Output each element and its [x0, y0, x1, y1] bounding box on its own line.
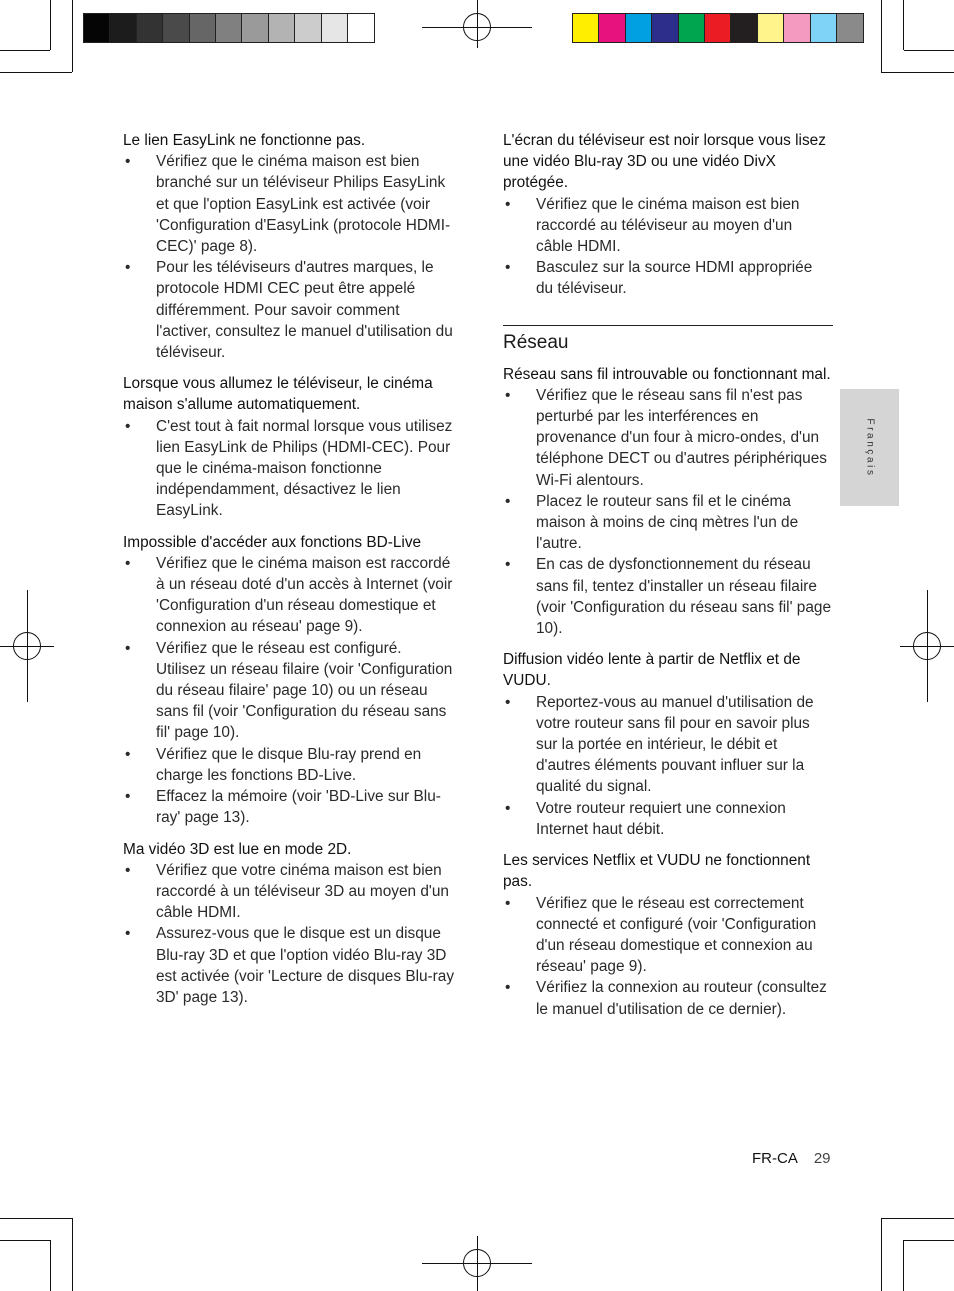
grayscale-calibration-bar: [83, 13, 375, 43]
crop-mark: [72, 1218, 73, 1291]
color-swatch: [110, 14, 136, 42]
solution-item: • Effacez la mémoire (voir 'BD-Live sur Blu-ray' page 13).: [123, 786, 455, 828]
troubleshooting-section: [123, 130, 455, 363]
issue-title: Ma vidéo 3D est lue en mode 2D.: [123, 840, 352, 858]
solution-list: [503, 692, 833, 840]
color-calibration-bar: [572, 13, 864, 43]
solution-item: • En cas de dysfonctionnement du réseau sans fil, tentez d'installer un réseau filaire (voir 'Configuration du réseau sans fil' page 10).: [503, 554, 833, 639]
solution-list: [503, 385, 833, 639]
solution-item: • Pour les téléviseurs d'autres marques, le protocole HDMI CEC peut être appelé différemment. Pour savoir comment l'activer, consultez le manuel d'utilisation du téléviseur.: [123, 257, 455, 363]
page-number: 29: [813, 1150, 831, 1167]
solution-item: • Assurez-vous que le disque est un disque Blu-ray 3D et que l'option vidéo Blu-ray 3D est activée (voir 'Lecture de disques Blu-ray 3D' page 13).: [123, 923, 455, 1008]
crop-mark: [0, 1218, 72, 1219]
solution-item: • Vérifiez la connexion au routeur (consultez le manuel d'utilisation de ce dernier).: [503, 977, 833, 1019]
language-tab-label: Français: [864, 417, 875, 478]
crop-mark: [50, 1240, 51, 1291]
color-swatch: [348, 14, 374, 42]
color-swatch: [679, 14, 705, 42]
crop-mark: [881, 0, 882, 72]
issue-title: Diffusion vidéo lente à partir de Netflix et de VUDU.: [503, 651, 801, 690]
solution-item: • Vérifiez que votre cinéma maison est bien raccordé à un téléviseur 3D au moyen d'un câble HDMI.: [123, 860, 455, 924]
solution-list: [123, 860, 455, 1008]
troubleshooting-section: [123, 532, 455, 829]
color-swatch: [269, 14, 295, 42]
crop-mark: [881, 1218, 882, 1291]
solution-list: [503, 194, 833, 300]
troubleshooting-section: [503, 649, 833, 840]
section-heading-network: Réseau: [503, 331, 569, 353]
color-swatch: [163, 14, 189, 42]
issue-title: Réseau sans fil introuvable ou fonctionnant mal.: [503, 365, 831, 383]
crop-mark: [0, 1240, 50, 1241]
solution-list: [123, 151, 455, 363]
crop-mark: [904, 50, 954, 51]
left-column: [123, 130, 455, 1018]
solution-item: • Vérifiez que le réseau sans fil n'est pas perturbé par les interférences en provenance d'un four à micro-ondes, d'un téléphone DECT ou d'autres périphériques Wi-Fi alentours.: [503, 385, 833, 491]
troubleshooting-section: [503, 130, 833, 300]
issue-title: Lorsque vous allumez le téléviseur, le cinéma maison s'allume automatiquement.: [123, 375, 433, 414]
solution-item: • Vérifiez que le réseau est correctement connecté et configuré (voir 'Configuration d'un réseau domestique et connexion au réseau' page 9).: [503, 893, 833, 978]
color-swatch: [837, 14, 863, 42]
crop-mark: [904, 1240, 954, 1241]
solution-item: • Vérifiez que le cinéma maison est bien raccordé au téléviseur au moyen d'un câble HDMI.: [503, 194, 833, 258]
troubleshooting-section: [123, 839, 455, 1009]
page-footer: [752, 1150, 831, 1167]
crop-mark: [50, 0, 51, 50]
solution-item: • C'est tout à fait normal lorsque vous utilisez lien EasyLink de Philips (HDMI-CEC). Pour que le cinéma-maison fonctionne indépendamment, désactivez le lien EasyLink.: [123, 416, 455, 522]
color-swatch: [573, 14, 599, 42]
solution-list: [503, 893, 833, 1020]
color-swatch: [599, 14, 625, 42]
color-swatch: [137, 14, 163, 42]
solution-item: • Vérifiez que le cinéma maison est bien branché sur un téléviseur Philips EasyLink et que l'option EasyLink est activée (voir 'Configuration d'EasyLink (protocole HDMI-CEC)' page 8).: [123, 151, 455, 257]
crop-mark: [72, 0, 73, 72]
color-swatch: [784, 14, 810, 42]
color-swatch: [731, 14, 757, 42]
color-swatch: [811, 14, 837, 42]
solution-item: • Reportez-vous au manuel d'utilisation de votre routeur sans fil pour en savoir plus sur la portée en intérieur, le débit et d'autres éléments pouvant influer sur la qualité du signal.: [503, 692, 833, 798]
solution-item: • Vérifiez que le réseau est configuré. Utilisez un réseau filaire (voir 'Configuration du réseau filaire' page 10) ou un réseau sans fil (voir 'Configuration du réseau sans fil' page 10).: [123, 638, 455, 744]
issue-title: L'écran du téléviseur est noir lorsque vous lisez une vidéo Blu-ray 3D ou une vidéo DivX protégée.: [503, 132, 826, 192]
color-swatch: [295, 14, 321, 42]
color-swatch: [322, 14, 348, 42]
color-swatch: [242, 14, 268, 42]
solution-list: [123, 416, 455, 522]
crop-mark: [881, 72, 954, 73]
color-swatch: [190, 14, 216, 42]
solution-item: • Votre routeur requiert une connexion Internet haut débit.: [503, 798, 833, 840]
solution-item: • Vérifiez que le disque Blu-ray prend en charge les fonctions BD-Live.: [123, 744, 455, 786]
crop-mark: [903, 1240, 904, 1291]
solution-item: • Basculez sur la source HDMI appropriée du téléviseur.: [503, 257, 833, 299]
footer-language-code: FR-CA: [752, 1150, 798, 1167]
color-swatch: [626, 14, 652, 42]
crop-mark: [881, 1218, 954, 1219]
crop-mark: [0, 72, 72, 73]
solution-list: [123, 553, 455, 829]
troubleshooting-section: [123, 373, 455, 521]
color-swatch: [84, 14, 110, 42]
section-divider: [503, 325, 833, 326]
issue-title: Le lien EasyLink ne fonctionne pas.: [123, 132, 366, 149]
crop-mark: [0, 50, 50, 51]
crop-mark: [903, 0, 904, 50]
issue-title: Impossible d'accéder aux fonctions BD-Live: [123, 533, 422, 551]
solution-item: • Placez le routeur sans fil et le cinéma maison à moins de cinq mètres l'un de l'autre.: [503, 491, 833, 555]
troubleshooting-section: [503, 364, 833, 640]
issue-title: Les services Netflix et VUDU ne fonctionnent pas.: [503, 852, 811, 891]
color-swatch: [216, 14, 242, 42]
color-swatch: [758, 14, 784, 42]
language-side-tab: [840, 389, 899, 506]
right-column: [503, 130, 833, 1030]
color-swatch: [652, 14, 678, 42]
solution-item: • Vérifiez que le cinéma maison est raccordé à un réseau doté d'un accès à Internet (voir 'Configuration d'un réseau domestique et connexion au réseau' page 9).: [123, 553, 455, 638]
color-swatch: [705, 14, 731, 42]
troubleshooting-section: [503, 850, 833, 1020]
